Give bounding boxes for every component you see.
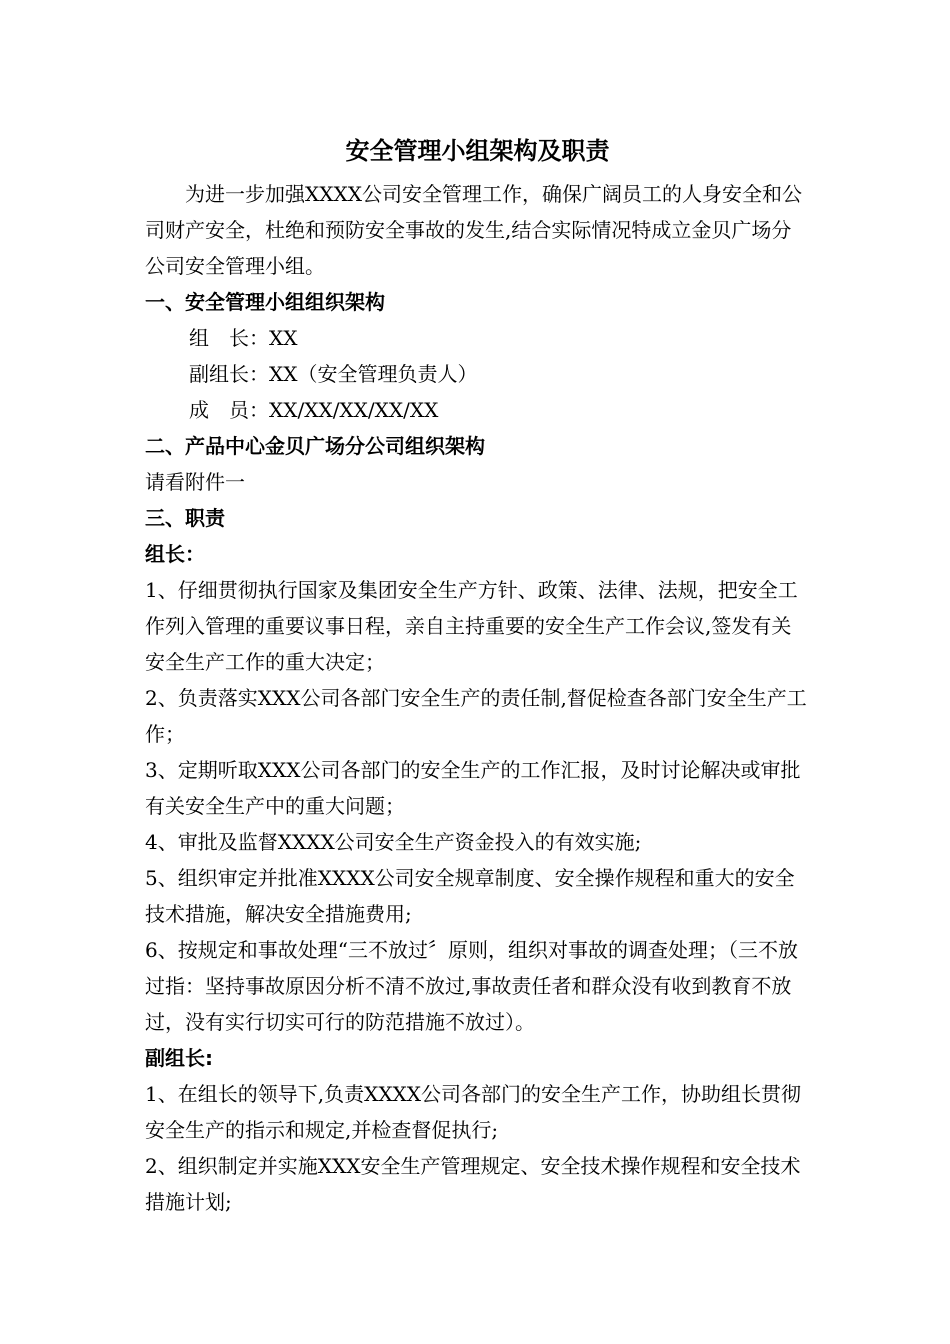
intro-paragraph: 为进一步加强XXXX公司安全管理工作，确保广阔员工的人身安全和公司财产安全，杜绝和预防安全事故的发生,结合实际情况特成立金贝广场分公司安全管理小组。: [145, 182, 802, 278]
leader-item-2: 2、负责落实XXX公司各部门安全生产的责任制,督促检查各部门安全生产工作；: [145, 686, 807, 746]
leader-item-3: 3、定期听取XXX公司各部门的安全生产的工作汇报，及时讨论解决或审批有关安全生产中的重大问题；: [145, 758, 801, 818]
member-members: 成 员：XX/XX/XX/XX/XX: [189, 398, 439, 422]
leader-item-4: 4、审批及监督XXXX公司安全生产资金投入的有效实施;: [145, 830, 642, 854]
deputy-item-2: 2、组织制定并实施XXX安全生产管理规定、安全技术操作规程和安全技术措施计划;: [145, 1154, 801, 1214]
leader-item-5: 5、组织审定并批准XXXX公司安全规章制度、安全操作规程和重大的安全技术措施，解决安全措施费用;: [145, 866, 795, 926]
leader-heading: 组长：: [145, 542, 205, 566]
section1-heading: 一、安全管理小组组织架构: [145, 290, 385, 314]
section2-text: 请看附件一: [145, 470, 245, 494]
document-title: 安全管理小组架构及职责: [345, 137, 610, 165]
deputy-item-1: 1、在组长的领导下,负责XXXX公司各部门的安全生产工作，协助组长贯彻安全生产的指示和规定,并检查督促执行;: [145, 1082, 802, 1142]
document-body: [145, 130, 810, 1220]
member-leader: 组 长：XX: [189, 326, 298, 350]
leader-item-1: 1、仔细贯彻执行国家及集团安全生产方针、政策、法律、法规，把安全工作列入管理的重要议事日程，亲自主持重要的安全生产工作会议,签发有关安全生产工作的重大决定；: [145, 578, 798, 674]
member-deputy: 副组长：XX（安全管理负责人）: [189, 362, 478, 386]
leader-item-6: 6、按规定和事故处理“三不放过〞原则，组织对事故的调查处理；（三不放过指：坚持事故原因分析不清不放过,事故责任者和群众没有收到教育不放过，没有实行切实可行的防范措施不放过）。: [145, 938, 798, 1034]
section3-heading: 三、职责: [145, 506, 225, 530]
section2-heading: 二、产品中心金贝广场分公司组织架构: [145, 434, 485, 458]
deputy-heading: 副组长:: [145, 1046, 213, 1070]
